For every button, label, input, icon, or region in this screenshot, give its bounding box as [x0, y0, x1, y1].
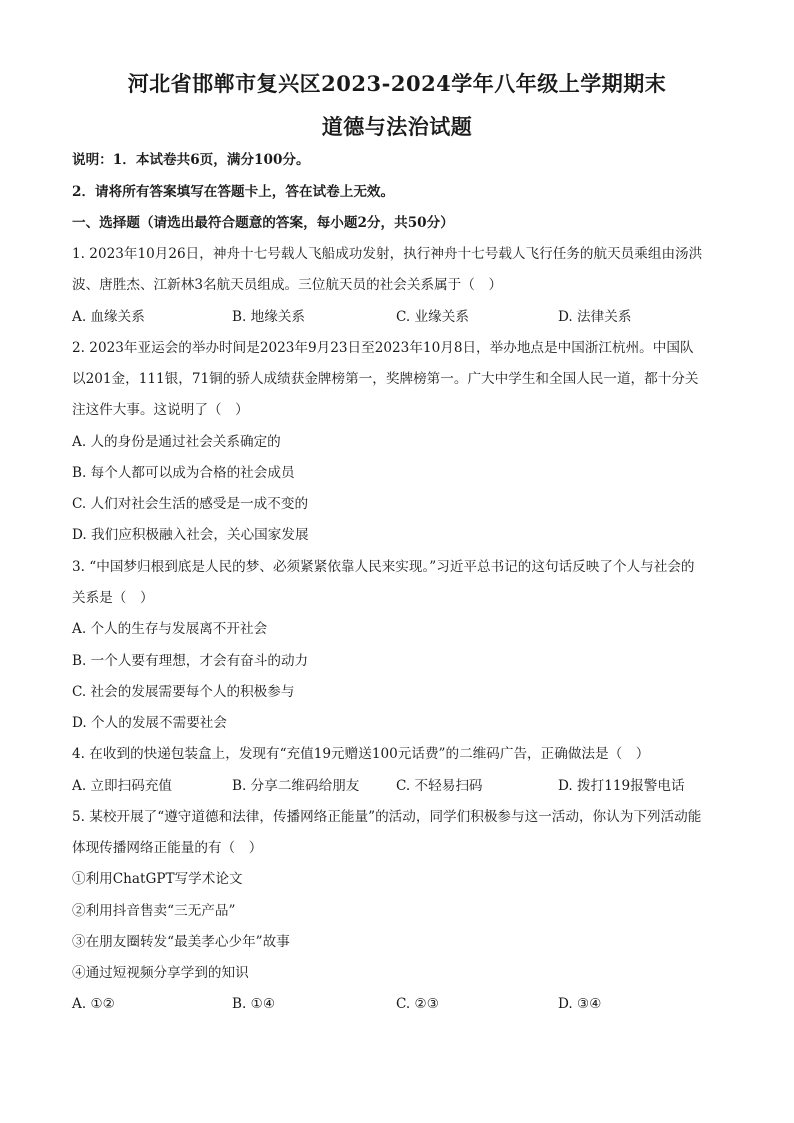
question-5-item-2: ②利用抖音售卖“三无产品”	[72, 903, 236, 919]
question-3-option-d: D. 个人的发展不需要社会	[72, 715, 227, 731]
question-5-options	[72, 994, 732, 1014]
question-4-option-b: B. 分享二维码给朋友	[232, 778, 360, 794]
question-2-option-d: D. 我们应积极融入社会，关心国家发展	[72, 527, 309, 543]
instruction-line-2: 2．请将所有答案填写在答题卡上，答在试卷上无效。	[72, 184, 395, 200]
question-5-option-d: D. ③④	[558, 996, 602, 1012]
exam-subtitle: 道德与法治试题	[321, 114, 473, 139]
question-3-stem-line-1: 3. “中国梦归根到底是人民的梦、必须紧紧依靠人民来实现。”习近平总书记的这句话反映了个人与社会的	[72, 559, 695, 575]
question-2-option-a: A. 人的身份是通过社会关系确定的	[72, 434, 281, 450]
question-1-option-a: A. 血缘关系	[72, 309, 145, 325]
question-2-stem-line-3: 注这件大事。这说明了（ ）	[72, 402, 249, 418]
question-4-option-c: C. 不轻易扫码	[396, 778, 483, 794]
question-5-item-1: ①利用ChatGPT写学术论文	[72, 871, 243, 887]
question-4-options	[72, 776, 732, 796]
question-1-option-d: D. 法律关系	[558, 309, 632, 325]
question-5-option-b: B. ①④	[232, 996, 276, 1012]
instruction-line-1: 说明：1．本试卷共6页，满分100分。	[72, 152, 310, 168]
exam-title: 河北省邯郸市复兴区2023-2024学年八年级上学期期末	[127, 71, 667, 96]
question-1-option-c: C. 业缘关系	[396, 309, 469, 325]
question-3-stem-line-2: 关系是（ ）	[72, 590, 154, 606]
question-5-item-3: ③在朋友圈转发“最美孝心少年”故事	[72, 934, 290, 950]
question-2-option-b: B. 每个人都可以成为合格的社会成员	[72, 465, 295, 481]
question-5-option-c: C. ②③	[396, 996, 439, 1012]
question-1-stem-line-1: 1. 2023年10月26日，神舟十七号载人飞船成功发射，执行神舟十七号载人飞行任务的航天员乘组由汤洪	[72, 246, 703, 262]
question-5-item-4: ④通过短视频分享学到的知识	[72, 965, 249, 981]
question-3-option-b: B. 一个人要有理想，才会有奋斗的动力	[72, 653, 309, 669]
question-2-stem-line-2: 以201金，111银，71铜的骄人成绩获金牌榜第一，奖牌榜第一。广大中学生和全国人民一道，都十分关	[72, 371, 699, 387]
question-1-option-b: B. 地缘关系	[232, 309, 306, 325]
question-2-option-c: C. 人们对社会生活的感受是一成不变的	[72, 496, 309, 512]
question-3-option-a: A. 个人的生存与发展离不开社会	[72, 621, 268, 637]
section-heading: 一、选择题（请选出最符合题意的答案，每小题2分，共50分）	[72, 215, 454, 231]
question-1-stem-line-2: 波、唐胜杰、江新林3名航天员组成。三位航天员的社会关系属于（ ）	[72, 277, 503, 293]
question-1-options	[72, 307, 732, 327]
question-4-stem-line-1: 4. 在收到的快递包装盒上，发现有“充值19元赠送100元话费”的二维码广告，正确做法是（ ）	[72, 746, 650, 762]
question-5-stem-line-2: 体现传播网络正能量的有（ ）	[72, 840, 263, 856]
question-4-option-d: D. 拨打119报警电话	[558, 778, 685, 794]
question-4-option-a: A. 立即扫码充值	[72, 778, 173, 794]
question-5-stem-line-1: 5. 某校开展了“遵守道德和法律，传播网络正能量”的活动，同学们积极参与这一活动，你认为下列活动能	[72, 809, 702, 825]
question-3-option-c: C. 社会的发展需要每个人的积极参与	[72, 684, 295, 700]
question-2-stem-line-1: 2. 2023年亚运会的举办时间是2023年9月23日至2023年10月8日，举办地点是中国浙江杭州。中国队	[72, 340, 694, 356]
question-5-option-a: A. ①②	[72, 996, 115, 1012]
